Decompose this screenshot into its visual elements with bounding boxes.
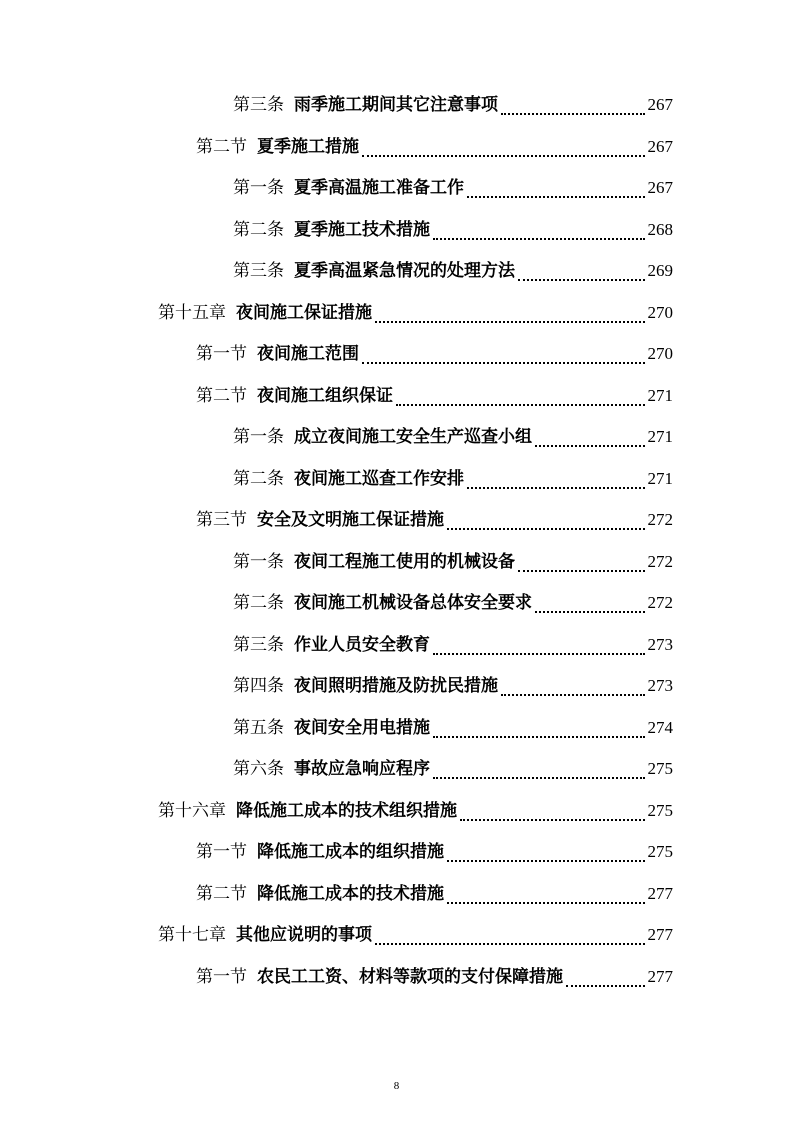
- toc-entry-label: 第十七章: [158, 925, 226, 945]
- toc-entry-label: 第一条: [233, 551, 284, 572]
- toc-entry-label: 第三条: [233, 95, 284, 115]
- dot-leader: [375, 943, 645, 945]
- toc-entry-page: 270: [647, 302, 673, 322]
- toc-entry-page: 275: [647, 800, 673, 820]
- toc-entry-title: 夏季施工措施: [257, 136, 359, 157]
- toc-entry-title: 夜间安全用电措施: [294, 717, 430, 738]
- dot-leader: [501, 113, 645, 115]
- dot-leader: [518, 570, 645, 572]
- toc-entry-title: 夜间照明措施及防扰民措施: [294, 676, 498, 696]
- dot-leader: [518, 279, 645, 281]
- dot-leader: [362, 155, 645, 157]
- toc-entry[interactable]: [233, 171, 673, 205]
- dot-leader: [566, 985, 645, 987]
- toc-entry[interactable]: [158, 794, 673, 828]
- toc-entry-label: 第一节: [196, 344, 247, 364]
- toc-entry-title: 农民工工资、材料等款项的支付保障措施: [257, 966, 563, 987]
- dot-leader: [433, 653, 645, 655]
- page-number: 8: [393, 1080, 400, 1092]
- dot-leader: [501, 694, 645, 696]
- dot-leader: [535, 611, 645, 613]
- toc-entry-label: 第十五章: [158, 302, 226, 323]
- toc-entry-page: 272: [647, 510, 673, 529]
- toc-entry[interactable]: [158, 296, 673, 330]
- toc-entry-label: 第四条: [233, 676, 284, 696]
- toc-entry-title: 降低施工成本的组织措施: [257, 842, 444, 862]
- toc-entry-page: 267: [647, 95, 673, 114]
- dot-leader: [535, 445, 645, 447]
- toc-entry-title: 夜间施工范围: [257, 344, 359, 364]
- dot-leader: [362, 362, 645, 364]
- toc-entry[interactable]: [196, 960, 673, 994]
- toc-entry-label: 第一条: [233, 178, 284, 198]
- dot-leader: [447, 902, 645, 904]
- toc-entry[interactable]: [196, 877, 673, 911]
- toc-entry[interactable]: [233, 254, 673, 288]
- toc-entry[interactable]: [158, 918, 673, 952]
- toc-entry-page: 277: [647, 883, 673, 903]
- toc-entry-page: 274: [647, 717, 673, 737]
- toc-entry[interactable]: [233, 88, 673, 122]
- toc-entry-title: 夜间施工保证措施: [236, 302, 372, 323]
- toc-entry[interactable]: [196, 835, 673, 869]
- toc-entry-label: 第一节: [196, 966, 247, 987]
- toc-entry-title: 夜间施工组织保证: [257, 385, 393, 406]
- toc-entry-title: 夜间施工机械设备总体安全要求: [294, 593, 532, 613]
- toc-entry[interactable]: [233, 586, 673, 620]
- toc-entry-page: 275: [647, 842, 673, 861]
- toc-entry-label: 第一条: [233, 427, 284, 447]
- toc-entry-label: 第三节: [196, 510, 247, 530]
- toc-entry-title: 夏季施工技术措施: [294, 219, 430, 240]
- toc-entry-page: 275: [647, 759, 673, 778]
- toc-entry-label: 第二节: [196, 136, 247, 157]
- dot-leader: [375, 321, 645, 323]
- dot-leader: [467, 487, 645, 489]
- toc-entry[interactable]: [196, 503, 673, 537]
- toc-entry-page: 267: [647, 136, 673, 156]
- dot-leader: [433, 777, 645, 779]
- toc-entry-title: 降低施工成本的技术措施: [257, 883, 444, 904]
- dot-leader: [396, 404, 645, 406]
- toc-entry-title: 降低施工成本的技术组织措施: [236, 800, 457, 821]
- toc-entry-page: 270: [647, 344, 673, 363]
- toc-entry-label: 第十六章: [158, 800, 226, 821]
- toc-entry-title: 夜间工程施工使用的机械设备: [294, 551, 515, 572]
- toc-entry-page: 273: [647, 676, 673, 695]
- toc-entry[interactable]: [233, 213, 673, 247]
- toc-entry-page: 272: [647, 551, 673, 571]
- toc-entry-page: 269: [647, 261, 673, 280]
- toc-entry[interactable]: [233, 545, 673, 579]
- toc-entry[interactable]: [233, 669, 673, 703]
- toc-entry-label: 第二节: [196, 385, 247, 406]
- toc-entry-page: 267: [647, 178, 673, 197]
- toc-entry-label: 第一节: [196, 842, 247, 862]
- toc-entry[interactable]: [233, 752, 673, 786]
- toc-entry-page: 277: [647, 966, 673, 986]
- toc-entry-page: 273: [647, 634, 673, 654]
- dot-leader: [447, 528, 645, 530]
- dot-leader: [467, 196, 645, 198]
- toc-entry-label: 第二节: [196, 883, 247, 904]
- toc-entry-label: 第二条: [233, 219, 284, 240]
- toc-entry[interactable]: [196, 130, 673, 164]
- toc-entry-page: 271: [647, 385, 673, 405]
- toc-entry-title: 成立夜间施工安全生产巡查小组: [294, 427, 532, 447]
- toc-entry-title: 其他应说明的事项: [236, 925, 372, 945]
- toc-entry-title: 作业人员安全教育: [294, 634, 430, 655]
- toc-entry-label: 第二条: [233, 593, 284, 613]
- toc-entry-title: 雨季施工期间其它注意事项: [294, 95, 498, 115]
- toc-entry-label: 第六条: [233, 759, 284, 779]
- toc-entry-page: 271: [647, 427, 673, 446]
- toc-entry[interactable]: [233, 711, 673, 745]
- toc-entry[interactable]: [233, 628, 673, 662]
- toc-entry-title: 夏季高温施工准备工作: [294, 178, 464, 198]
- dot-leader: [460, 819, 645, 821]
- toc-entry[interactable]: [233, 462, 673, 496]
- dot-leader: [433, 736, 645, 738]
- toc-entry-page: 272: [647, 593, 673, 612]
- toc-entry-label: 第三条: [233, 261, 284, 281]
- toc-entry-label: 第五条: [233, 717, 284, 738]
- toc-entry-label: 第三条: [233, 634, 284, 655]
- toc-entry-title: 夜间施工巡查工作安排: [294, 468, 464, 489]
- toc-entry-title: 事故应急响应程序: [294, 759, 430, 779]
- dot-leader: [433, 238, 645, 240]
- toc-entry-page: 268: [647, 219, 673, 239]
- toc-entry-page: 271: [647, 468, 673, 488]
- toc-entry-title: 安全及文明施工保证措施: [257, 510, 444, 530]
- toc-entry[interactable]: [233, 420, 673, 454]
- toc-entry-label: 第二条: [233, 468, 284, 489]
- toc-entry[interactable]: [196, 379, 673, 413]
- dot-leader: [447, 860, 645, 862]
- toc-entry-title: 夏季高温紧急情况的处理方法: [294, 261, 515, 281]
- toc-entry-page: 277: [647, 925, 673, 944]
- toc-entry[interactable]: [196, 337, 673, 371]
